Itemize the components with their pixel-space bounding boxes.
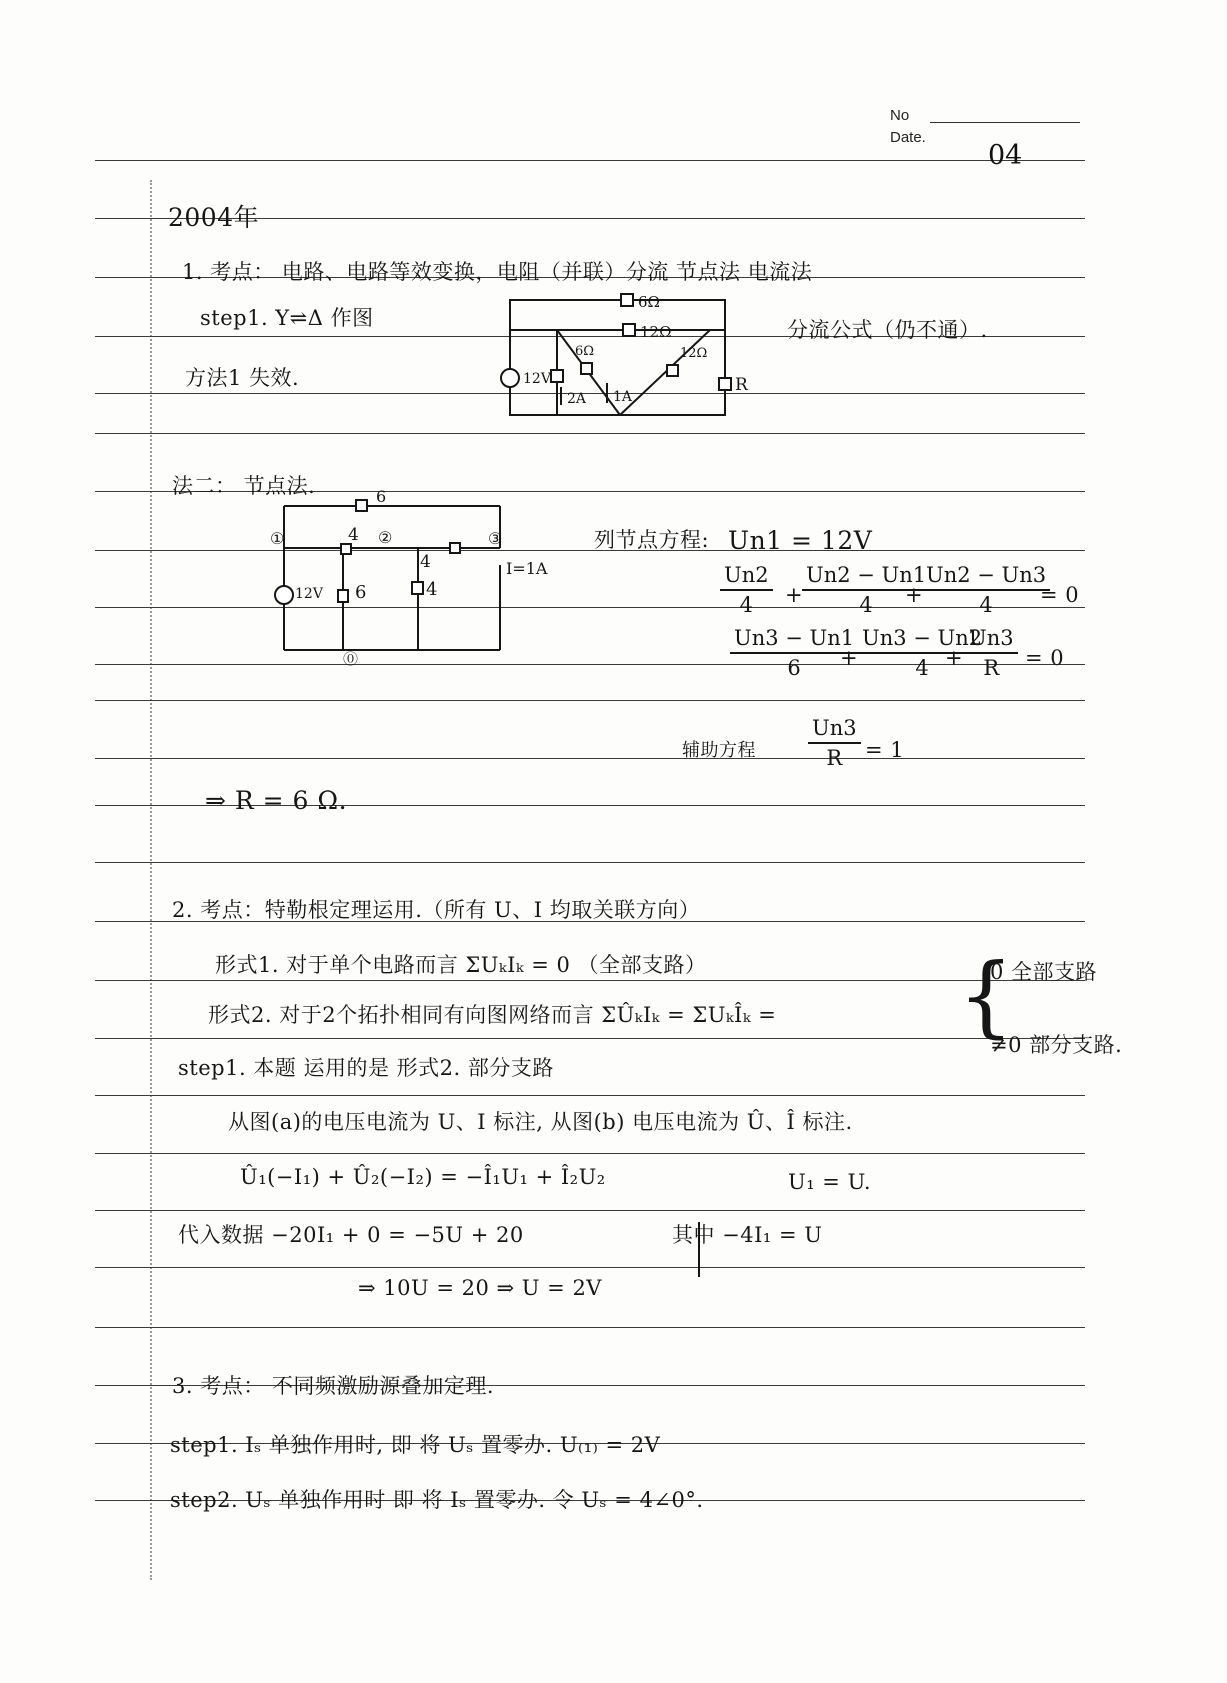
aux-label: 辅助方程	[682, 740, 756, 761]
q2-brace-top: 0 全部支路	[990, 960, 1098, 984]
q2-eq: Û₁(−I₁) + Û₂(−I₂) = −Î₁U₁ + Î₂U₂	[240, 1165, 606, 1189]
fig2-node0: ⓪	[343, 650, 359, 668]
aux-rhs: = 1	[865, 738, 905, 762]
brace-symbol: {	[958, 944, 1014, 1047]
ruled-line	[95, 1327, 1085, 1328]
fig1-i-mid: 1A	[613, 389, 633, 405]
ruled-line	[95, 1267, 1085, 1268]
circuit-figure-2	[268, 487, 548, 668]
fig1-r-left-diag: 6Ω	[575, 344, 595, 359]
year-heading: 2004年	[168, 203, 260, 232]
fig1-r-mid: 12Ω	[640, 323, 672, 341]
q2-form2: 形式2. 对于2个拓扑相同有向图网络而言 ΣÛₖIₖ = ΣUₖÎₖ =	[208, 1003, 777, 1027]
ruled-line	[95, 1038, 1085, 1039]
q2-result: ⇒ 10U = 20 ⇒ U = 2V	[358, 1276, 602, 1300]
eq3-term2: Un3 − Un2 4	[858, 628, 986, 679]
q2-step1: step1. 本题 运用的是 形式2. 部分支路	[178, 1056, 554, 1080]
date-label: Date.	[890, 129, 926, 146]
plus-sign: +	[785, 583, 804, 607]
fig1-r-right-diag: 12Ω	[680, 346, 708, 361]
circuit-figure-1	[495, 285, 748, 425]
q1-result: ⇒ R = 6 Ω.	[205, 786, 348, 815]
eq2-term2: Un2 − Un1 4	[802, 565, 930, 616]
plus-sign: +	[945, 646, 964, 670]
q1-topic: 1. 考点： 电路、电路等效变换，电阻（并联）分流 节点法 电流法	[182, 260, 813, 284]
ruled-line	[95, 1153, 1085, 1154]
ruled-line	[95, 980, 1085, 981]
fig2-r-top: 6	[376, 487, 387, 506]
fig2-node3: ③	[488, 529, 503, 548]
eq2-term3: Un2 − Un3 4	[922, 565, 1050, 616]
binder-margin	[150, 180, 156, 1580]
q2-other: 其中 −4I₁ = U	[672, 1223, 823, 1247]
plus-sign: +	[840, 646, 859, 670]
ruled-line	[95, 1210, 1085, 1211]
eq3-term3: Un3 R	[965, 628, 1018, 679]
fig2-r-b: 4	[420, 552, 431, 572]
q1-method2: 法二： 节点法.	[172, 474, 316, 498]
fig2-r-left: 6	[355, 582, 367, 603]
fig2-r-a: 4	[348, 525, 359, 545]
ruled-line	[95, 433, 1085, 434]
eq2-rhs: = 0	[1040, 583, 1080, 607]
q1-note: 分流公式（仍不通）.	[787, 318, 988, 342]
q1-method1: 方法1 失效.	[185, 366, 300, 390]
node-eq-label: 列节点方程:	[594, 528, 710, 552]
q3-topic: 3. 考点： 不同频激励源叠加定理.	[172, 1374, 495, 1398]
eq2-term1: Un2 4	[720, 565, 773, 616]
aux-fraction: Un3 R	[808, 718, 861, 769]
page-number: 04	[988, 140, 1023, 171]
fig2-r-mid: 4	[426, 579, 438, 600]
q2-subst: 代入数据 −20I₁ + 0 = −5U + 20	[178, 1223, 524, 1247]
ruled-line	[95, 160, 1085, 161]
ruled-line	[95, 862, 1085, 863]
eq3-term1: Un3 − Un1 6	[730, 628, 858, 679]
q2-eq-cond: U₁ = U.	[788, 1170, 872, 1194]
ruled-line	[95, 758, 1085, 759]
q2-label-line: 从图(a)的电压电流为 U、I 标注, 从图(b) 电压电流为 Û、Î 标注.	[228, 1110, 853, 1134]
q3-step1: step1. Iₛ 单独作用时, 即 将 Uₛ 置零办. U₍₁₎ = 2V	[170, 1433, 661, 1457]
fig1-r-load: R	[735, 375, 748, 395]
q3-step2: step2. Uₛ 单独作用时 即 将 Iₛ 置零办. 令 Uₛ = 4∠0°.	[170, 1488, 704, 1512]
q2-brace-bottom: ≠0 部分支路.	[990, 1033, 1123, 1057]
ruled-line	[95, 1095, 1085, 1096]
no-underline	[930, 122, 1080, 123]
fig2-node1: ①	[270, 529, 285, 548]
node-eq-1: Un1 = 12V	[728, 526, 873, 555]
fig1-r-left	[537, 374, 556, 389]
q1-step1: step1. Y⇌Δ 作图	[200, 306, 374, 330]
plus-sign: +	[905, 583, 924, 607]
ruled-line	[95, 550, 1085, 551]
fig1-source: 12V	[523, 371, 551, 387]
divider-stroke	[698, 1222, 700, 1277]
fig1-r-top: 6Ω	[638, 293, 660, 311]
q2-form1: 形式1. 对于单个电路而言 ΣUₖIₖ = 0 （全部支路）	[215, 953, 707, 977]
fig2-current: I=1A	[506, 559, 548, 578]
ruled-line	[95, 700, 1085, 701]
no-label: No	[890, 107, 910, 124]
eq3-rhs: = 0	[1025, 646, 1065, 670]
fig1-i-left: 2A	[567, 391, 587, 407]
fig2-source: 12V	[295, 586, 323, 602]
q2-topic: 2. 考点：特勒根定理运用.（所有 U、I 均取关联方向）	[172, 898, 701, 922]
fig2-node2: ②	[378, 528, 393, 547]
